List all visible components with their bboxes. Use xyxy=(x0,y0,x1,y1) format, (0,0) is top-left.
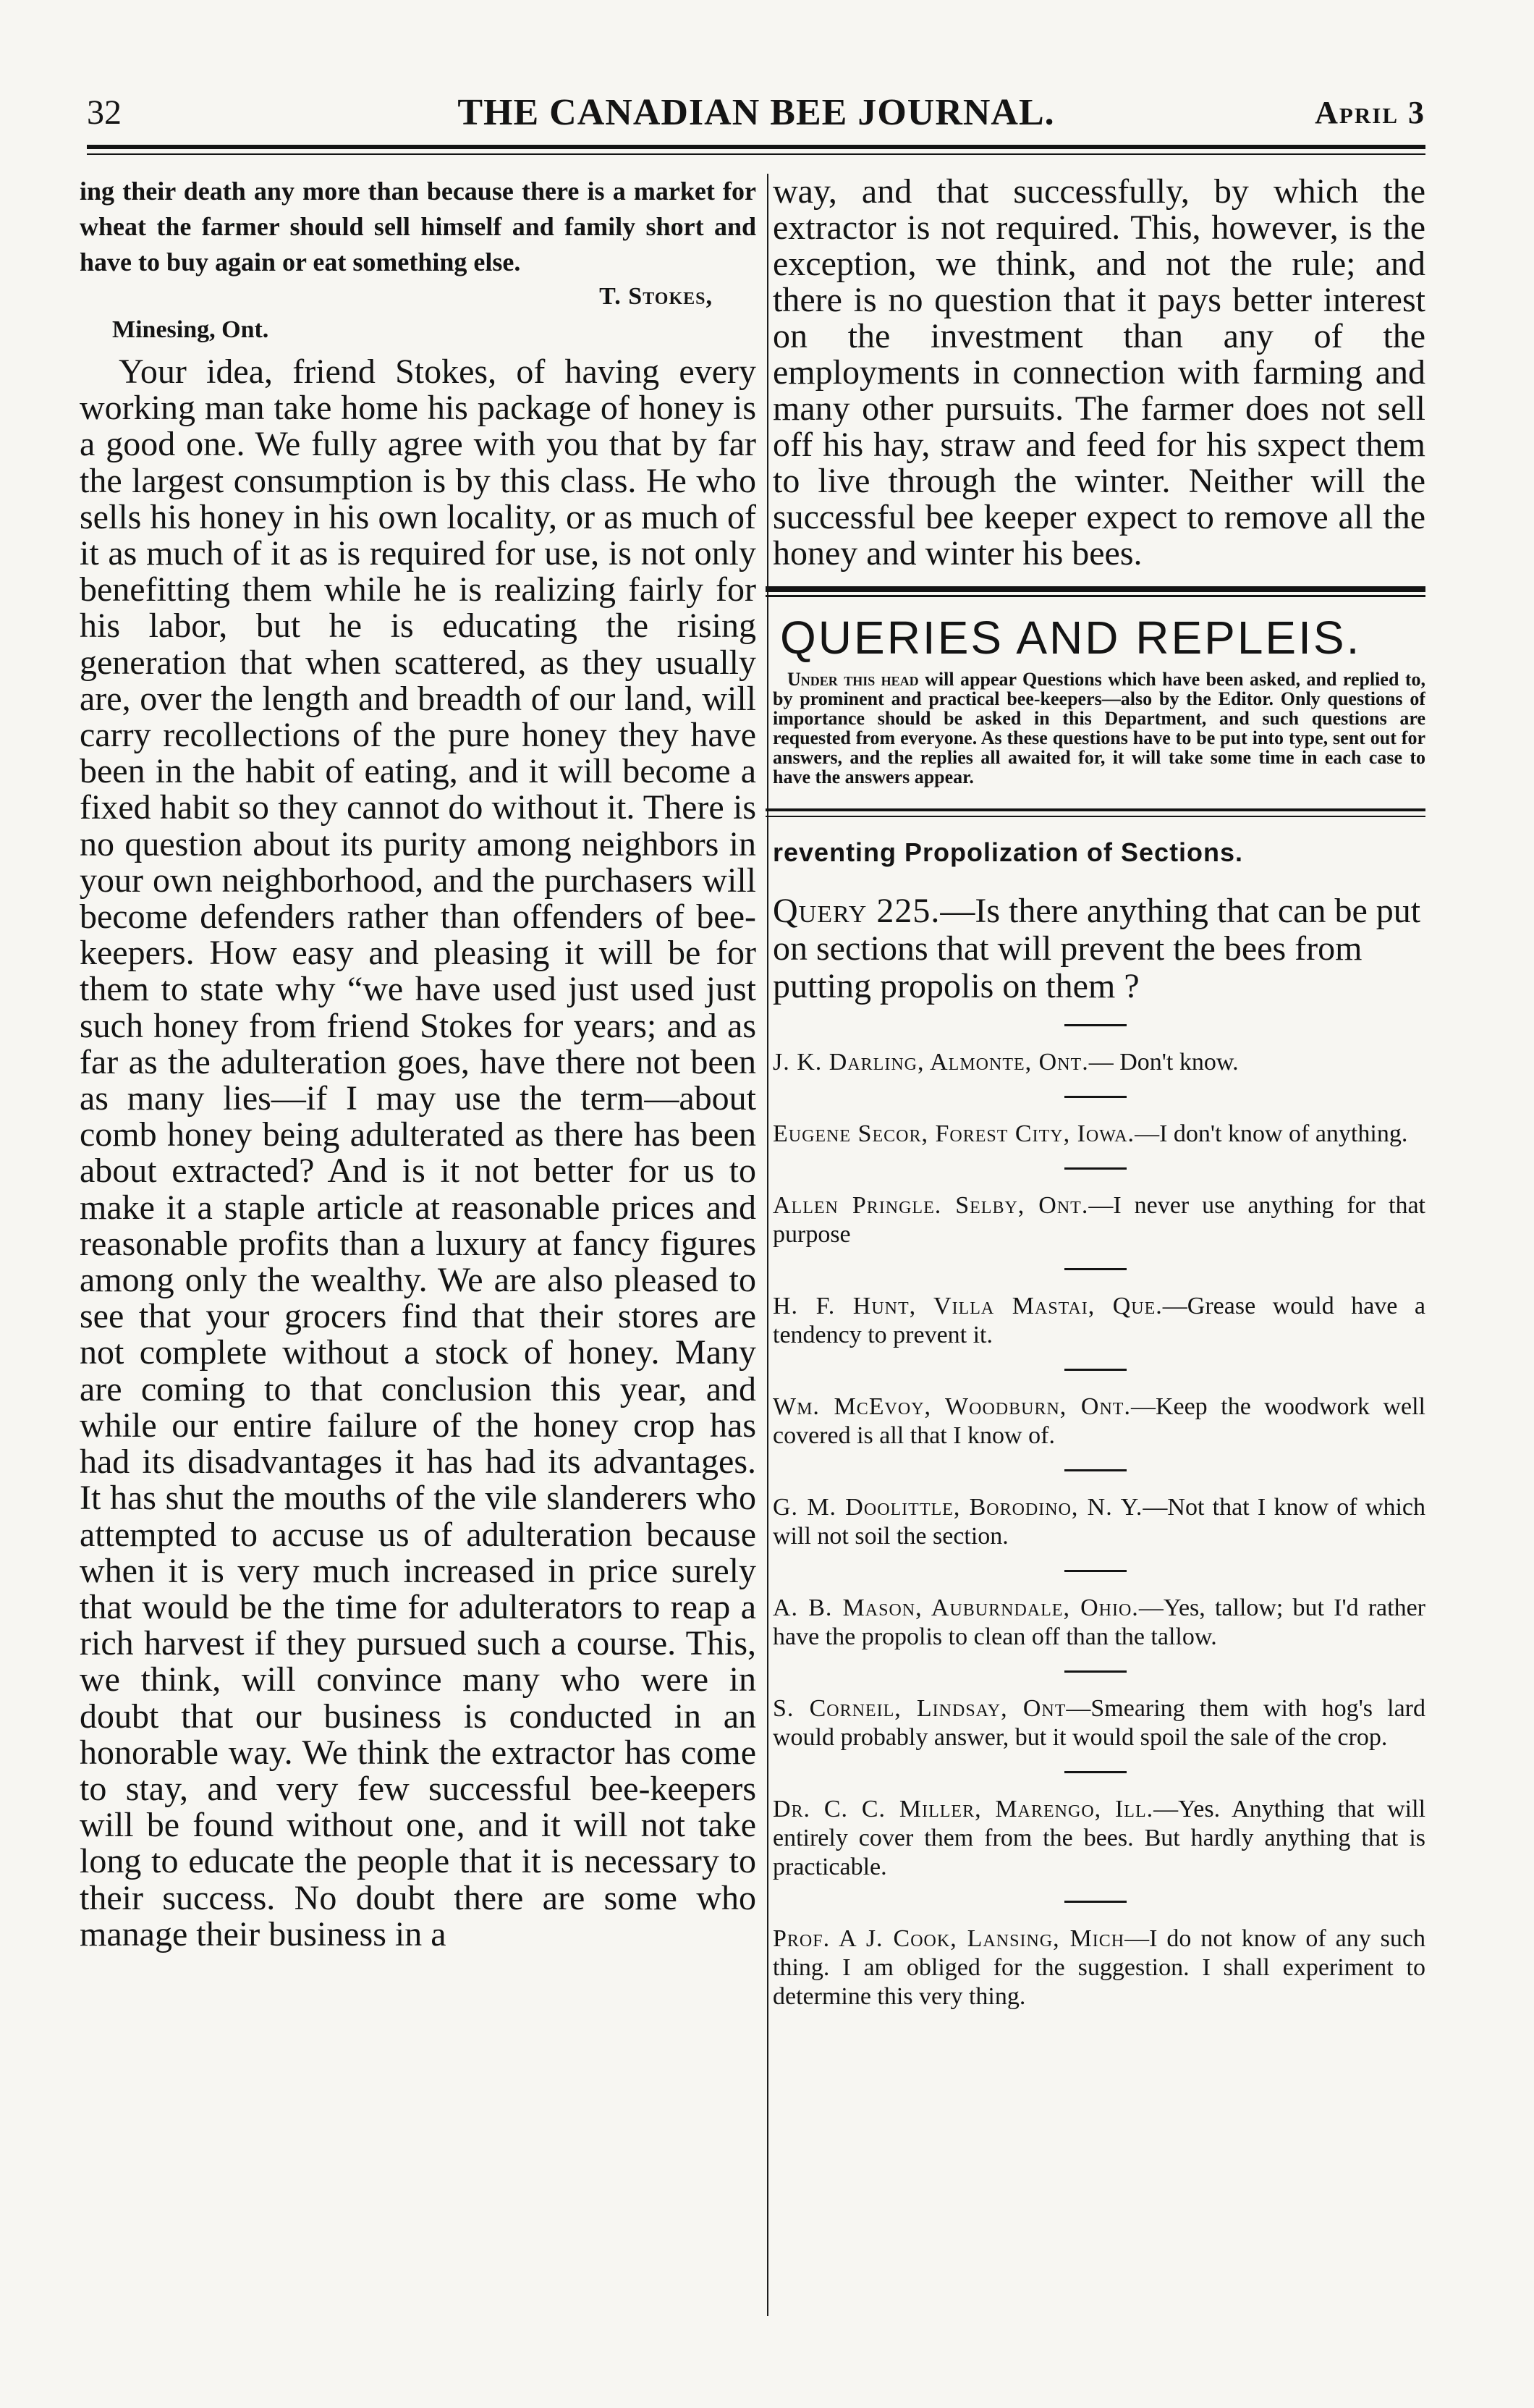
left-column xyxy=(80,174,756,2345)
reply-item xyxy=(773,1694,1425,1752)
issue-date: April 3 xyxy=(1315,95,1425,130)
reply-text: —Grease would have a tendency to prevent it. xyxy=(773,1293,1425,1348)
editorial-continuation: way, and that successfully, by which the extractor is not required. This, however, is the exception, we think, and not the rule; and there is no question that it pays better interest on the investment than any of the employments in connection with farming and many other pursuits. The farmer does not sell off his hay, straw and feed for his sxpect them to live through the winter. Neither will the successful bee keeper expect to remove all the honey and winter his bees. xyxy=(773,174,1425,573)
reply-divider xyxy=(1064,1570,1127,1572)
reply-item xyxy=(773,1594,1425,1652)
reply-author: J. K. Darling, Almonte, Ont. xyxy=(773,1049,1089,1076)
reply-author: S. Corneil, Lindsay, Ont xyxy=(773,1695,1067,1722)
reply-author: A. B. Mason, Auburndale, Ohio. xyxy=(773,1594,1139,1621)
reply-author: G. M. Doolittle, Borodino, N. Y. xyxy=(773,1494,1143,1521)
section-rule xyxy=(766,586,1425,597)
reply-text: —Keep the woodwork well covered is all that I know of. xyxy=(773,1393,1425,1449)
section-note-rule xyxy=(766,808,1425,817)
reply-text: — Don't know. xyxy=(1088,1049,1239,1076)
section-note xyxy=(773,669,1425,787)
reply-text: —Yes. Anything that will entirely cover them from the bees. But hardly anything that is practicable. xyxy=(773,1796,1425,1880)
reply-text: —I do not know of any such thing. I am obliged for the suggestion. I shall experiment to determine this very thing. xyxy=(773,1925,1425,2010)
letter-signature xyxy=(80,280,756,347)
reply-divider xyxy=(1064,1670,1127,1673)
page-number: 32 xyxy=(87,93,122,132)
reply-item xyxy=(773,1191,1425,1249)
query-number: Query 225. xyxy=(773,892,941,930)
section-title: QUERIES AND REPLEIS. xyxy=(780,612,1362,664)
signature-name: T. Stokes, xyxy=(599,283,713,310)
reply-item xyxy=(773,1393,1425,1450)
reply-divider xyxy=(1064,1771,1127,1773)
reply-divider xyxy=(1064,1096,1127,1098)
reply-text: —Not that I know of which will not soil the section. xyxy=(773,1494,1425,1550)
reply-text: —Yes, tallow; but I'd rather have the propolis to clean off than the tallow. xyxy=(773,1594,1425,1650)
reply-item xyxy=(773,1493,1425,1551)
section-note-lead: Under this head xyxy=(787,669,919,690)
reply-text: —Smearing them with hog's lard would probably answer, but it would spoil the sale of the crop. xyxy=(773,1695,1425,1751)
reply-author: H. F. Hunt, Villa Mastai, Que. xyxy=(773,1293,1163,1319)
signature-place: Minesing, Ont. xyxy=(112,316,269,343)
right-column xyxy=(766,174,1425,2345)
query-text: —Is there anything that can be put on sections that will prevent the bees from putting propolis on them ? xyxy=(773,892,1421,1005)
reply-author: Wm. McEvoy, Woodburn, Ont. xyxy=(773,1393,1131,1420)
reply-text: —I never use anything for that purpose xyxy=(773,1192,1425,1248)
journal-title: THE CANADIAN BEE JOURNAL. xyxy=(457,92,1055,133)
reply-divider xyxy=(1064,1167,1127,1170)
reply-divider xyxy=(1064,1369,1127,1371)
reply-divider xyxy=(1064,1024,1127,1026)
reply-item xyxy=(773,1795,1425,1882)
reply-author: Eugene Secor, Forest City, Iowa. xyxy=(773,1120,1135,1147)
header-rule xyxy=(87,145,1425,155)
reply-author: Dr. C. C. Miller, Marengo, Ill. xyxy=(773,1796,1154,1822)
reply-author: Allen Pringle. Selby, Ont. xyxy=(773,1192,1089,1219)
reply-item xyxy=(773,1292,1425,1350)
reply-divider xyxy=(1064,1268,1127,1270)
reply-text: —I don't know of anything. xyxy=(1135,1120,1408,1147)
page-header xyxy=(87,87,1425,145)
query-subhead: reventing Propolization of Sections. xyxy=(773,837,1244,867)
reply-divider xyxy=(1064,1469,1127,1471)
reply-divider xyxy=(1064,1901,1127,1903)
editorial-reply: Your idea, friend Stokes, of having every working man take home his package of honey is a good one. We fully agree with you that by far the largest consumption is by this class. He who sells his honey in his own locality, or as much of it as much of it as is required for use, is not only benefitting them while he is realizing fairly for his labor, but he is educating the rising generation that when scattered, as they usually are, over the length and breadth of our land, will carry recollections of the pure honey they have been in the habit of eating, and it will become a fixed habit so they cannot do without it. There is no question about its purity among neighbors in your own neighborhood, and the purchasers will become defenders rather than offenders of bee-keepers. How easy and pleasing it will be for them to state why “we have used just used just such honey from friend Stokes for years; and as far as the adulteration goes, have there not been as many lies—if I may use the term—about comb honey being adulterated as there has been about extracted? And is it not better for us to make it a staple article at reasonable prices and reasonable profits than a luxury at fancy figures among only the wealthy. We are also pleased to see that your grocers find that their stores are not complete without a stock of honey. Many are coming to that conclusion this year, and while our entire failure of the honey crop has had its disadvantages it has had its advantages. It has shut the mouths of the vile slanderers who attempted to accuse us of adulteration because when it is very much increased in price surely that would be the time for adulterators to reap a rich harvest if they pursued such a course. This, we think, will convince many who were in doubt that our business is conducted in an honorable way. We think the extractor has come to stay, and very few successful bee-keepers will be found without one, and it will not take long to educate the people that it is necessary to their success. No doubt there are some who manage their business in a xyxy=(80,352,756,1953)
query-225 xyxy=(773,892,1425,1005)
section-note-text: will appear Questions which have been asked, and replied to, by prominent and practical bee-keepers—also by the Editor. Only questions of importance should be asked in this Department, and such questions are requested from everyone. As these questions have to be put into type, sent out for answers, and the replies all awaited for, it will take some time in each case to have the answers appear. xyxy=(773,669,1425,787)
reply-item xyxy=(773,1048,1425,1077)
reply-item xyxy=(773,1925,1425,2011)
reply-author: Prof. A J. Cook, Lansing, Mich xyxy=(773,1925,1125,1952)
reply-item xyxy=(773,1120,1425,1149)
letter-ending: ing their death any more than because there is a market for wheat the farmer should sell himself and family short and have to buy again or eat something else. xyxy=(80,177,756,276)
